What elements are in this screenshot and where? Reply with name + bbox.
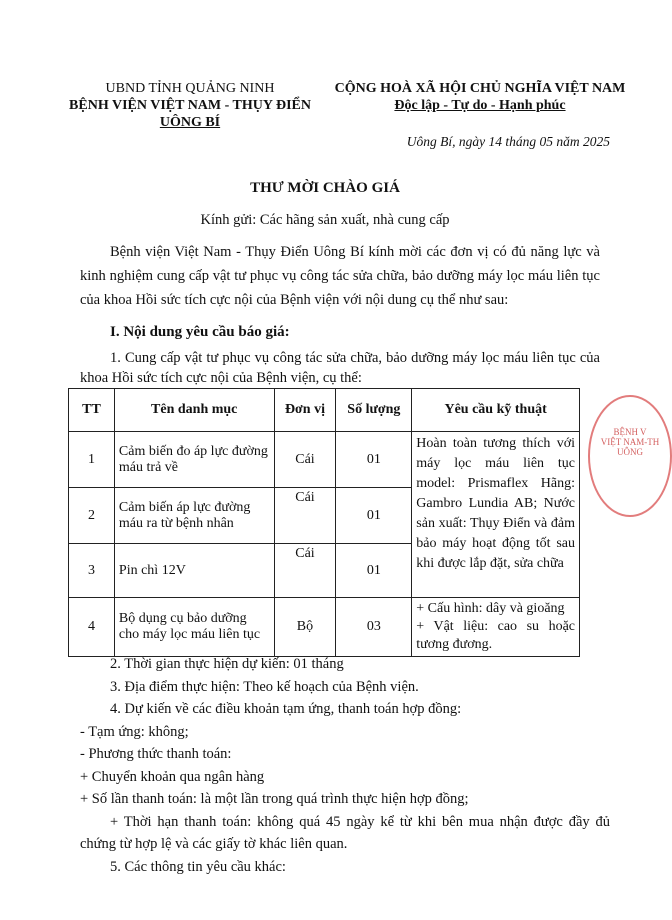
row-qty: 01 bbox=[336, 432, 412, 488]
row-unit: Cái bbox=[274, 432, 336, 488]
list-item: 2. Thời gian thực hiện dự kiến: 01 tháng bbox=[110, 656, 344, 672]
row-qty: 01 bbox=[336, 544, 412, 598]
row-unit: Cái bbox=[274, 544, 336, 598]
table-row bbox=[69, 598, 580, 657]
list-item: - Phương thức thanh toán: bbox=[80, 746, 232, 762]
row-name: Cảm biến áp lực đường máu ra từ bệnh nhân bbox=[114, 488, 274, 544]
item-1-text: 1. Cung cấp vật tư phục vụ công tác sửa chữa, bảo dưỡng máy lọc máu liên tục của khoa Hồi sức tích cực nội của Bệnh viện, cụ thể: bbox=[80, 350, 600, 386]
row-name: Pin chì 12V bbox=[114, 544, 274, 598]
official-stamp bbox=[588, 395, 672, 517]
intro-paragraph: Bệnh viện Việt Nam - Thụy Điển Uông Bí kính mời các đơn vị có đủ năng lực và kinh nghiệm cung cấp vật tư phục vụ công tác sửa chữa, bảo dưỡng máy lọc máu liên tục của khoa Hồi sức tích cực nội của Bệnh viện với nội dung cụ thể như sau: bbox=[80, 244, 600, 308]
list-item: + Thời hạn thanh toán: không quá 45 ngày kể từ khi bên mua nhận được đầy đủ chứng từ hợp lệ và các giấy tờ khác liên quan. bbox=[80, 813, 610, 852]
req-config: + Cấu hình: dây và gioăng bbox=[416, 601, 565, 616]
table-row bbox=[69, 432, 580, 488]
motto: Độc lập - Tự do - Hạnh phúc bbox=[394, 98, 566, 113]
row-tt: 4 bbox=[69, 598, 115, 657]
issuer-block bbox=[60, 80, 320, 131]
list-item: 3. Địa điểm thực hiện: Theo kế hoạch của Bệnh viện. bbox=[110, 678, 419, 695]
list-item: 4. Dự kiến về các điều khoản tạm ứng, thanh toán hợp đồng: bbox=[110, 701, 462, 717]
list-item: - Tạm ứng: không; bbox=[80, 723, 189, 740]
list-item: 5. Các thông tin yêu cầu khác: bbox=[110, 858, 286, 875]
table-header-row bbox=[69, 389, 580, 432]
row-tt: 2 bbox=[69, 488, 115, 544]
row-tt: 1 bbox=[69, 432, 115, 488]
row-name: Cảm biến đo áp lực đường máu trả về bbox=[114, 432, 274, 488]
req-material: + Vật liệu: cao su hoặc tương đương. bbox=[416, 619, 575, 652]
national-header bbox=[330, 80, 630, 114]
row-unit: Cái bbox=[274, 488, 336, 544]
row-qty: 03 bbox=[336, 598, 412, 657]
document-date: Uông Bí, ngày 14 tháng 05 năm 2025 bbox=[406, 134, 610, 149]
parent-org: UBND TỈNH QUẢNG NINH bbox=[105, 81, 275, 96]
col-unit: Đơn vị bbox=[274, 389, 336, 432]
greeting: Kính gửi: Các hãng sản xuất, nhà cung cấp bbox=[200, 212, 450, 228]
section-1-title: I. Nội dung yêu cầu báo giá: bbox=[110, 324, 290, 340]
row-tt: 3 bbox=[69, 544, 115, 598]
terms-list bbox=[80, 653, 610, 878]
requirements-table bbox=[68, 388, 580, 657]
col-name: Tên danh mục bbox=[114, 389, 274, 432]
col-qty: Số lượng bbox=[336, 389, 412, 432]
row-name: Bộ dụng cụ bảo dưỡng cho máy lọc máu liên tục bbox=[114, 598, 274, 657]
stamp-line-3: UÔNG bbox=[617, 447, 643, 457]
row-requirements bbox=[412, 598, 580, 657]
list-item: + Số lần thanh toán: là một lần trong quá trình thực hiện hợp đồng; bbox=[80, 791, 469, 807]
stamp-line-2: VIỆT NAM-TH bbox=[600, 437, 660, 447]
org-name: BỆNH VIỆN VIỆT NAM - THỤY ĐIỂN bbox=[69, 98, 311, 113]
stamp-line-1: BỆNH V bbox=[613, 427, 647, 437]
list-item: + Chuyển khoản qua ngân hàng bbox=[80, 768, 265, 785]
org-name-2: UÔNG BÍ bbox=[159, 115, 221, 130]
row-unit: Bộ bbox=[274, 598, 336, 657]
nation-title: CỘNG HOÀ XÃ HỘI CHỦ NGHĨA VIỆT NAM bbox=[334, 81, 626, 96]
col-tt: TT bbox=[69, 389, 115, 432]
document-title: THƯ MỜI CHÀO GIÁ bbox=[250, 180, 400, 196]
col-requirements: Yêu cầu kỹ thuật bbox=[412, 389, 580, 432]
row-qty: 01 bbox=[336, 488, 412, 544]
row-requirements: Hoàn toàn tương thích với máy lọc máu liên tục model: Prismaflex Hãng: Gambro Lundia AB; Nước sản xuất: Thụy Điển và đảm bảo máy hoạt động tốt sau khi được lắp đặt, sửa chữa bbox=[412, 432, 580, 598]
